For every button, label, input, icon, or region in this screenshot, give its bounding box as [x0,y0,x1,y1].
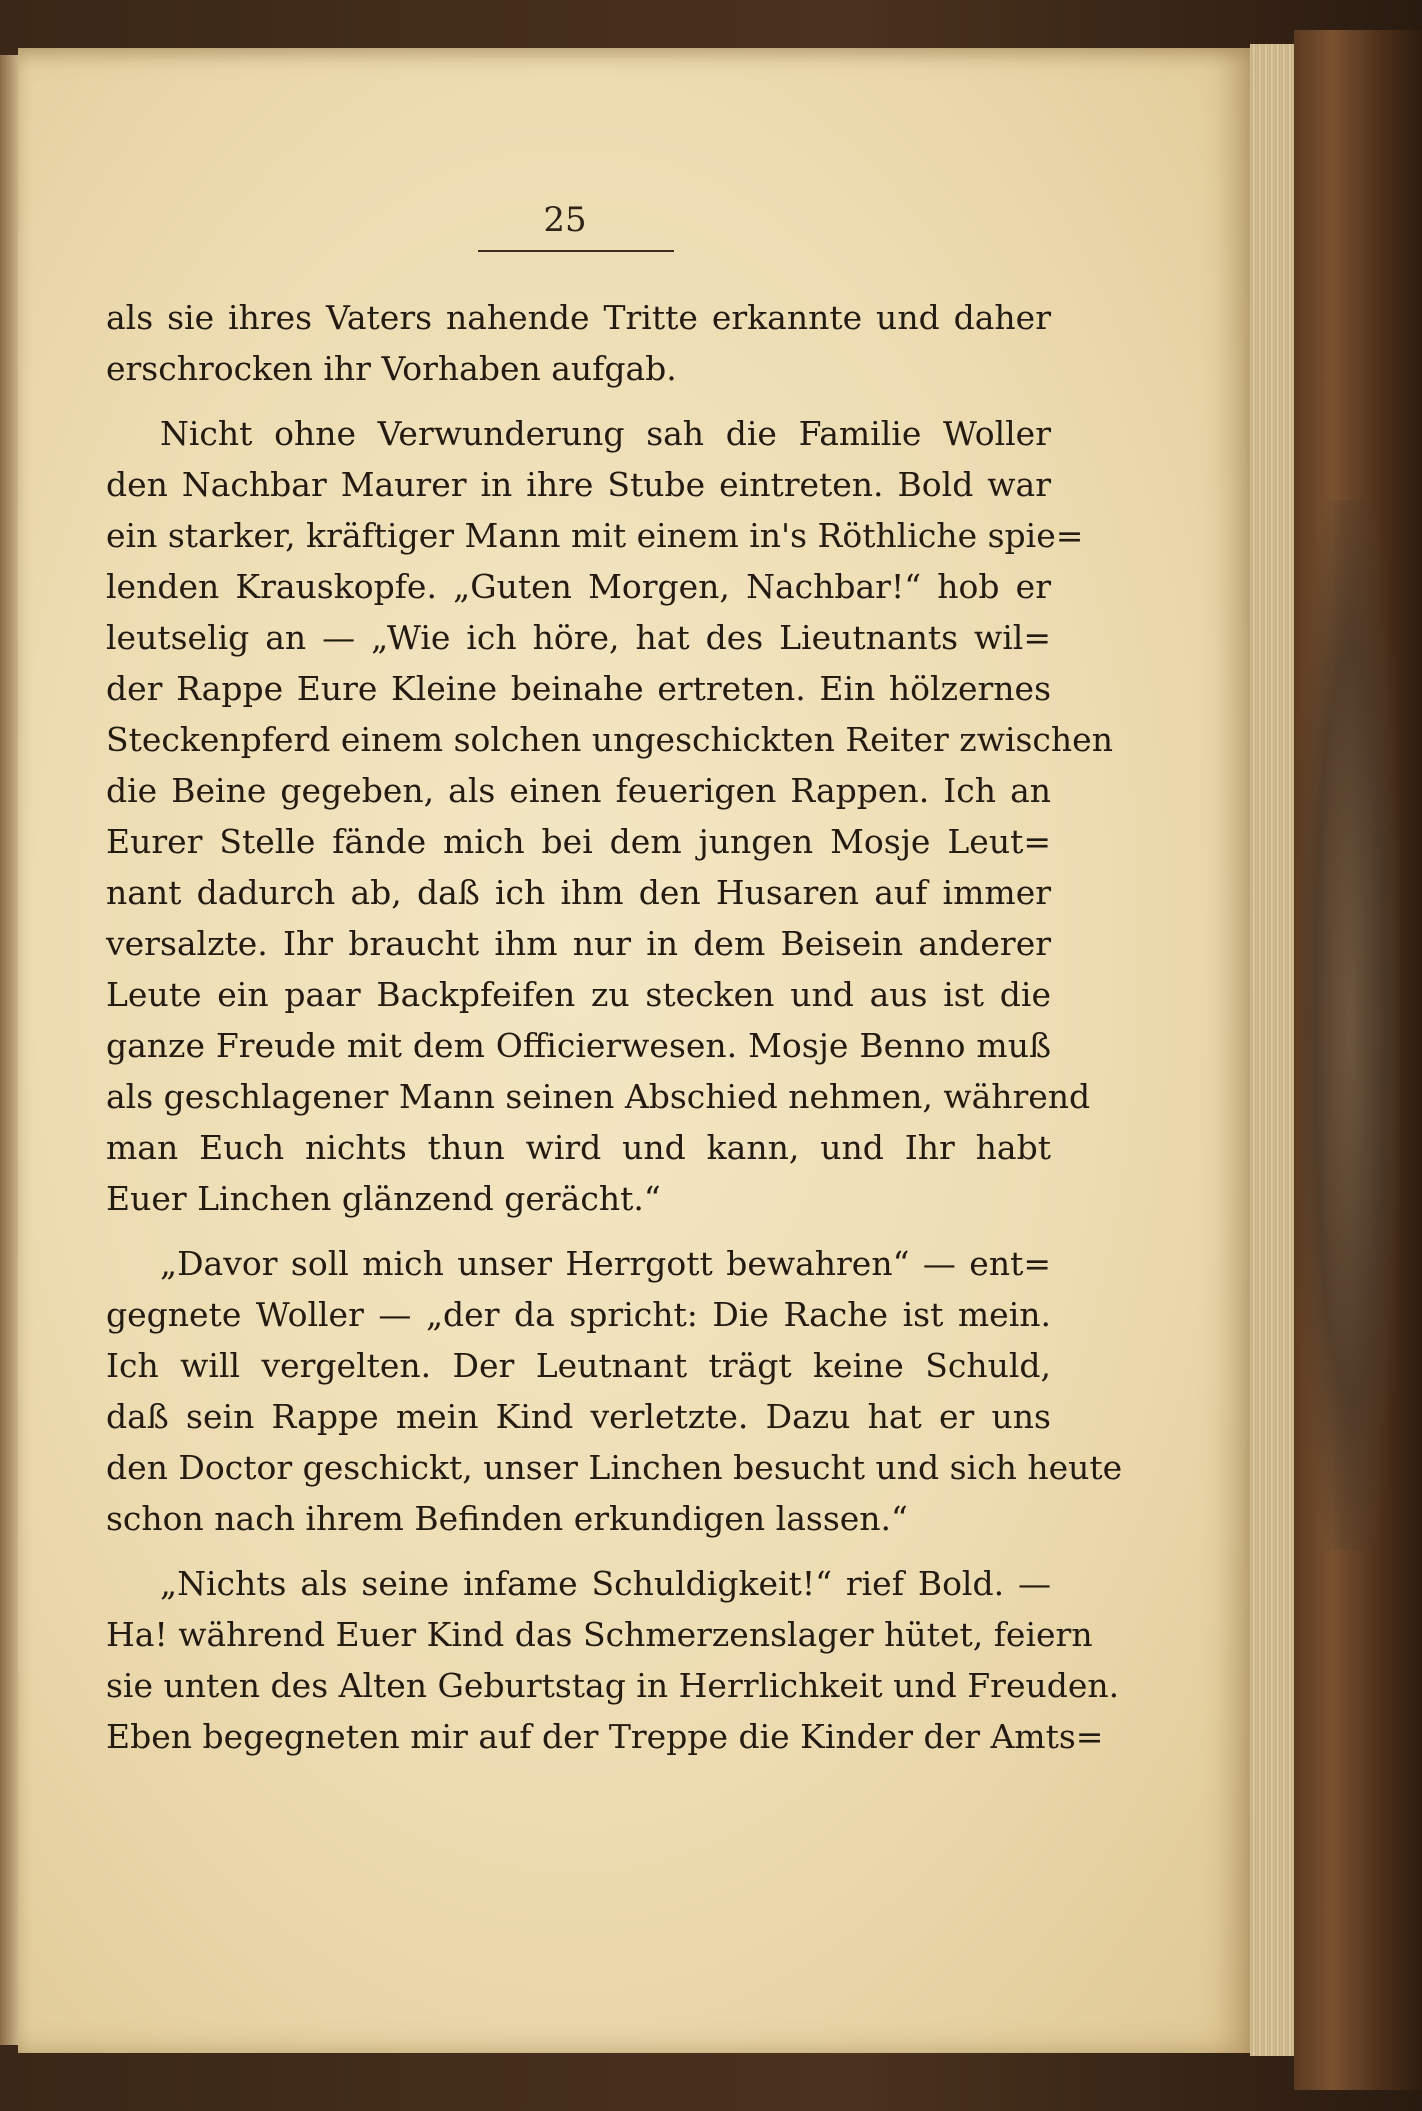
text-line: der Rappe Eure Kleine beinahe ertreten. Ein hölzernes [106,669,1051,708]
text-line: nant dadurch ab, daß ich ihm den Husaren auf immer [106,873,1051,912]
text-line: Leute ein paar Backpfeifen zu stecken und aus ist die [106,975,1051,1014]
cover-wear [1300,500,1400,1550]
text-line: Ich will vergelten. Der Leutnant trägt keine Schuld, [106,1346,1051,1385]
text-line: leutselig an — „Wie ich höre, hat des Lieutnants wil= [106,618,1051,657]
page-number: 25 [543,200,587,240]
paragraph [106,292,1051,394]
text-line: daß sein Rappe mein Kind verletzte. Dazu hat er uns [106,1397,1051,1436]
text-line: versalzte. Ihr braucht ihm nur in dem Beisein anderer [106,924,1051,963]
text-line: Nicht ohne Verwunderung sah die Familie Woller [160,414,1051,453]
facing-page-edge [0,55,18,2045]
text-line: man Euch nichts thun wird und kann, und Ihr habt [106,1128,1051,1167]
text-line: „Davor soll mich unser Herrgott bewahren“ — ent= [160,1244,1051,1283]
text-line: erschrocken ihr Vorhaben aufgab. [106,349,677,388]
text-line: Steckenpferd einem solchen ungeschickten Reiter zwischen [106,720,1113,759]
paragraph [106,1558,1120,1762]
text-line: Eurer Stelle fände mich bei dem jungen Mosje Leut= [106,822,1051,861]
text-line: die Beine gegeben, als einen feuerigen Rappen. Ich an [106,771,1051,810]
text-line: ganze Freude mit dem Officierwesen. Mosje Benno muß [106,1026,1051,1065]
text-line: als sie ihres Vaters nahende Tritte erkannte und daher [106,298,1051,337]
text-line: Ha! während Euer Kind das Schmerzenslager hütet, feiern [106,1615,1093,1654]
text-line: gegnete Woller — „der da spricht: Die Rache ist mein. [106,1295,1051,1334]
text-line: als geschlagener Mann seinen Abschied nehmen, während [106,1077,1091,1116]
paragraph [106,408,1113,1224]
body-text [106,292,1123,1762]
text-line: ein starker, kräftiger Mann mit einem in's Röthliche spie= [106,516,1084,555]
page-block-edge [1250,44,1294,2056]
text-line: Euer Linchen glänzend gerächt.“ [106,1179,661,1218]
paragraph [106,1238,1123,1544]
text-line: sie unten des Alten Geburtstag in Herrlichkeit und Freuden. [106,1666,1120,1705]
text-line: Eben begegneten mir auf der Treppe die Kinder der Amts= [106,1717,1104,1756]
text-line: „Nichts als seine infame Schuldigkeit!“ rief Bold. — [160,1564,1051,1603]
header-rule [478,250,674,252]
text-line: den Doctor geschickt, unser Linchen besucht und sich heute [106,1448,1123,1487]
text-line: schon nach ihrem Befinden erkundigen lassen.“ [106,1499,908,1538]
text-line: lenden Krauskopfe. „Guten Morgen, Nachbar!“ hob er [106,567,1051,606]
text-line: den Nachbar Maurer in ihre Stube eintreten. Bold war [106,465,1051,504]
